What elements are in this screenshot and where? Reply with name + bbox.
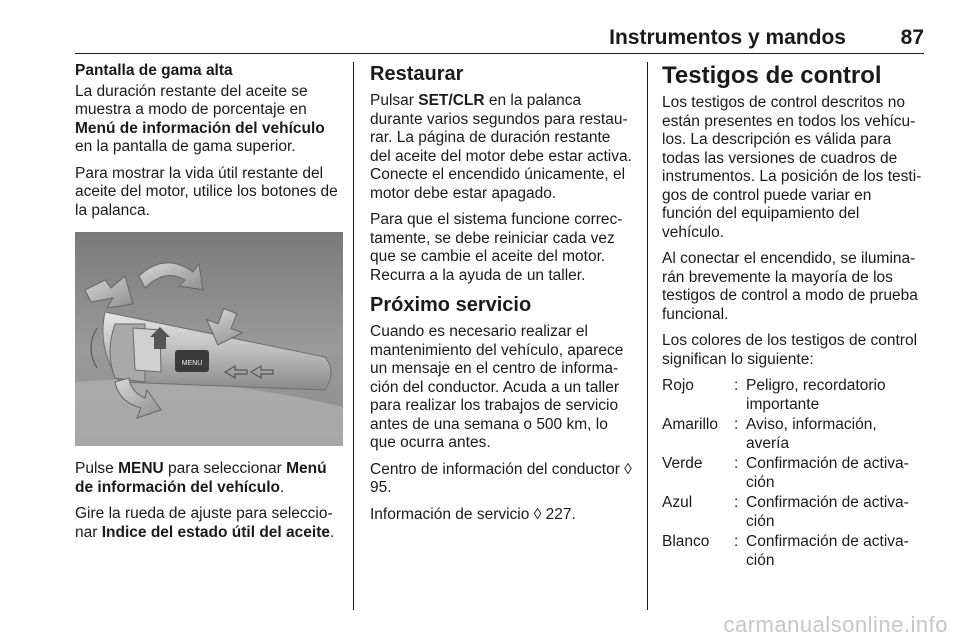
menu-button-label: MENU bbox=[181, 360, 203, 367]
text: . bbox=[329, 523, 335, 541]
paragraph: Los colores de los testigos de control significan lo siguiente: bbox=[662, 332, 918, 368]
legend-row bbox=[662, 494, 924, 531]
paragraph: Para mostrar la vida útil restante del aceite del motor, utilice los botones de la palanca. bbox=[75, 164, 338, 219]
text: La duración restante del aceite se muestra a modo de porcentaje en bbox=[75, 82, 308, 118]
page-reference[interactable]: ◊ 227. bbox=[533, 505, 576, 523]
paragraph bbox=[370, 506, 632, 525]
paragraph: Al conectar el encendido, se ilumina-rán brevemente la mayoría de los testigos de control a modo de prueba funcional. bbox=[662, 250, 918, 323]
page-number: 87 bbox=[900, 26, 924, 49]
text: Gire la rueda de ajuste para seleccio-nar bbox=[75, 505, 333, 541]
legend-colon: : bbox=[734, 416, 739, 433]
column-1 bbox=[75, 62, 343, 550]
legend-color-name: Azul bbox=[662, 494, 693, 511]
paragraph: Para que el sistema funcione correc-tamente, se debe reiniciar cada vez que se cambie el aceite del motor. Recurra a la ayuda de un taller. bbox=[370, 211, 623, 284]
legend-row bbox=[662, 455, 924, 492]
text: en la palanca durante varios segundos para restau-rar. La página de duración restante del aceite del motor debe estar activa. Conecte el encendido únicamente, el motor debe estar apagado. bbox=[370, 92, 632, 202]
paragraph: Los testigos de control descritos no están presentes en todos los vehícu-los. La descripción es válida para todas las versiones de cuadros de instrumentos. La posición de los testi-gos de control puede variar en función del equipamiento del vehículo. bbox=[662, 94, 922, 241]
column-3 bbox=[662, 62, 924, 572]
text: . bbox=[279, 478, 285, 496]
lever-illustration bbox=[75, 232, 343, 446]
legend-description: Confirmación de activa-ción bbox=[746, 533, 909, 569]
paragraph: Cuando es necesario realizar el mantenimiento del vehículo, aparece un mensaje en el centro de informa-ción del conductor. Acuda a un taller para realizar los trabajos de servicio antes de una semana o 500 km, lo que ocurra antes. bbox=[370, 323, 624, 451]
column-divider-2 bbox=[647, 62, 648, 610]
header-rule bbox=[75, 53, 924, 54]
text: Información de servicio bbox=[370, 505, 534, 523]
text: en la pantalla de gama superior. bbox=[75, 138, 296, 155]
paragraph bbox=[75, 505, 343, 542]
color-legend bbox=[662, 377, 924, 570]
section-heading-next-service: Próximo servicio bbox=[370, 294, 532, 316]
legend-description: Aviso, información, avería bbox=[746, 416, 877, 452]
legend-colon: : bbox=[734, 494, 739, 511]
legend-colon: : bbox=[734, 533, 739, 550]
watermark: carmanualsonline.info bbox=[723, 612, 948, 637]
legend-description: Confirmación de activa-ción bbox=[746, 494, 909, 530]
section-heading-control-lights: Testigos de control bbox=[662, 62, 882, 89]
column-divider-1 bbox=[353, 62, 354, 610]
menu-name: Menú de información del vehículo bbox=[75, 460, 327, 496]
legend-row bbox=[662, 533, 924, 570]
text: Centro de información del conductor bbox=[370, 460, 625, 478]
page-reference[interactable]: ◊ 95. bbox=[370, 460, 632, 496]
section-heading-reset: Restaurar bbox=[370, 63, 464, 85]
legend-description: Confirmación de activa-ción bbox=[746, 455, 909, 491]
page-header bbox=[75, 26, 924, 52]
paragraph bbox=[370, 461, 632, 498]
header-title: Instrumentos y mandos bbox=[609, 26, 846, 49]
legend-color-name: Blanco bbox=[662, 533, 710, 550]
text: Pulsar bbox=[370, 92, 419, 109]
legend-row bbox=[662, 416, 924, 453]
button-name: MENU bbox=[118, 460, 164, 477]
legend-color-name: Amarillo bbox=[662, 416, 718, 433]
menu-name: Indice del estado útil del aceite bbox=[101, 523, 330, 541]
button-name: SET/CLR bbox=[418, 92, 485, 109]
legend-color-name: Verde bbox=[662, 455, 703, 472]
legend-colon: : bbox=[734, 455, 739, 472]
legend-row bbox=[662, 377, 924, 414]
section-heading-high-display: Pantalla de gama alta bbox=[75, 62, 233, 79]
paragraph bbox=[370, 92, 632, 203]
legend-color-name: Rojo bbox=[662, 377, 694, 394]
column-2 bbox=[370, 62, 632, 532]
legend-description: Peligro, recordatorio importante bbox=[746, 377, 886, 413]
paragraph bbox=[75, 460, 343, 497]
legend-colon: : bbox=[734, 377, 739, 394]
menu-name: Menú de información del vehículo bbox=[75, 119, 325, 137]
paragraph bbox=[75, 83, 343, 157]
text: Pulse bbox=[75, 460, 119, 477]
text: para seleccionar bbox=[163, 460, 287, 477]
